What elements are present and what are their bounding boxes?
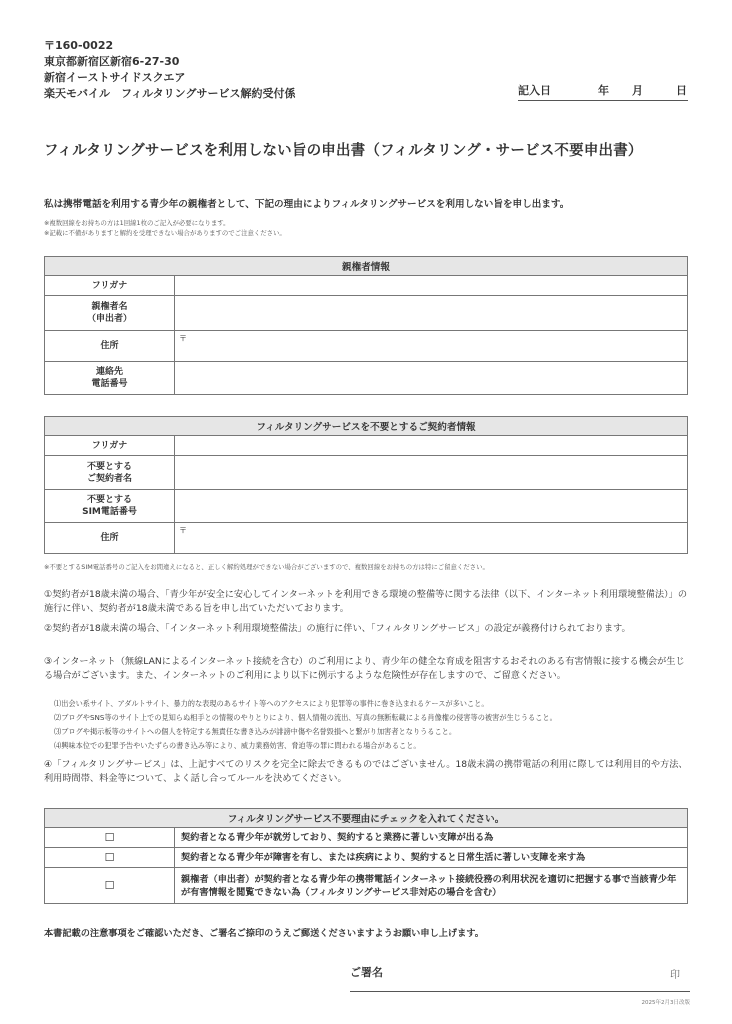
- mailing-address: [44, 38, 295, 102]
- paragraph-2: ②契約者が18歳未満の場合、「インターネット利用環境整備法」の施行に伴い、「フィルタリングサービス」の設定が義務付けられております。: [44, 623, 631, 634]
- guardian-name-label-line1: 親権者名: [91, 302, 128, 312]
- entry-date-label: 記入日: [518, 84, 551, 97]
- contractor-info-table: [44, 416, 688, 554]
- address-line-1: 東京都新宿区新宿6-27-30: [44, 55, 180, 68]
- seal-mark: 印: [670, 970, 680, 981]
- risk-item-3: ⑶ブログや掲示板等のサイトへの個人を特定する無責任な書き込みが誹謗中傷や名誉毀損へと繋がり加害者となりうること。: [54, 727, 457, 736]
- guardian-phone-field[interactable]: [175, 362, 688, 395]
- paragraph-4: ④「フィルタリングサービス」は、上記すべてのリスクを完全に除去できるものではございません。18歳未満の携帯電話の利用に際しては利用目的や方法、利用時間帯、料金等について、よく話し合ってルールを決めてください。: [44, 759, 688, 784]
- contractor-furigana-field[interactable]: [175, 436, 688, 456]
- guardian-furigana-label: フリガナ: [45, 276, 175, 296]
- reason-checkbox-3[interactable]: ☐: [45, 868, 175, 904]
- guardian-name-label-line2: （申出者）: [86, 314, 132, 324]
- closing-request: 本書記載の注意事項をご確認いただき、ご署名ご捺印のうえご郵送くださいますようお願い申し上げます。: [44, 928, 484, 939]
- contractor-furigana-label: フリガナ: [45, 436, 175, 456]
- guardian-name-label: [45, 296, 175, 331]
- risk-item-1: ⑴出会い系サイト、アダルトサイト、暴力的な表現のあるサイト等へのアクセスにより犯罪等の事件に巻き込まれるケースが多いこと。: [54, 699, 489, 708]
- contractor-info-heading: フィルタリングサービスを不要とするご契約者情報: [45, 417, 688, 436]
- guardian-name-field[interactable]: [175, 296, 688, 331]
- guardian-address-field[interactable]: [175, 331, 688, 362]
- guardian-furigana-field[interactable]: [175, 276, 688, 296]
- notes: [44, 218, 286, 238]
- contractor-name-label-line1: 不要とする: [86, 461, 132, 472]
- intro-statement: 私は携帯電話を利用する青少年の親権者として、下記の理由によりフィルタリングサービスを利用しない旨を申し出ます。: [44, 199, 570, 210]
- postal-mark: 〒: [179, 526, 187, 535]
- guardian-phone-label: [45, 362, 175, 395]
- postal-code: 〒160-0022: [44, 39, 114, 52]
- form-title: フィルタリングサービスを利用しない旨の申出書（フィルタリング・サービス不要申出書）: [44, 143, 643, 159]
- reason-checkbox-1[interactable]: ☐: [45, 828, 175, 848]
- postal-mark: 〒: [179, 334, 187, 343]
- entry-date-field[interactable]: [518, 82, 688, 101]
- signature-field[interactable]: [350, 964, 690, 992]
- risk-item-2: ⑵ブログやSNS等のサイト上での見知らぬ相手との情報のやりとりにより、個人情報の流出、写真の無断転載による肖像権の侵害等の被害が生じうること。: [54, 713, 557, 722]
- sim-number-label-line2: SIM電話番号: [82, 507, 137, 517]
- reason-checkbox-2[interactable]: ☐: [45, 848, 175, 868]
- address-line-2: 新宿イーストサイドスクエア: [44, 71, 186, 84]
- signature-label: ご署名: [350, 966, 383, 979]
- sim-number-field[interactable]: [175, 490, 688, 523]
- paragraph-1: ①契約者が18歳未満の場合、「青少年が安全に安心してインターネットを利用できる環境の整備等に関する法律（以下、インターネット利用環境整備法）」の施行に伴い、契約者が18歳未満である旨を申し出ていただいております。: [44, 589, 688, 614]
- contractor-name-label: [45, 456, 175, 490]
- note-2: ※記載に不備がありますと解約を受理できない場合がありますのでご注意ください。: [44, 229, 286, 237]
- address-line-3: 楽天モバイル フィルタリングサービス解約受付係: [44, 87, 296, 100]
- guardian-info-heading: 親権者情報: [45, 257, 688, 276]
- guardian-info-table: [44, 256, 688, 395]
- contractor-address-label: 住所: [45, 523, 175, 554]
- day-label: 日: [676, 84, 687, 97]
- guardian-address-label: 住所: [45, 331, 175, 362]
- sim-note: ※不要とするSIM電話番号のご記入をお間違えになると、正しく解約処理ができない場合がございますので、複数回線をお持ちの方は特にご留意ください。: [44, 563, 489, 571]
- sim-number-label: [45, 490, 175, 523]
- contractor-name-field[interactable]: [175, 456, 688, 490]
- reason-checklist: [44, 808, 688, 904]
- risk-item-4: ⑷興味本位での犯罪予告やいたずらの書き込み等により、威力業務妨害、脅迫等の罪に問われる場合があること。: [54, 741, 421, 750]
- checklist-heading: フィルタリングサービス不要理由にチェックを入れてください。: [45, 809, 688, 828]
- guardian-phone-label-line1: 連絡先: [95, 367, 123, 377]
- note-1: ※複数回線をお持ちの方は1回線1枚のご記入が必要になります。: [44, 219, 230, 227]
- month-label: 月: [632, 84, 643, 97]
- reason-text-3: 親権者（申出者）が契約者となる青少年の携帯電話インターネット接続役務の利用状況を適切に把握する事で当該青少年が有害情報を閲覧できない為（フィルタリングサービス非対応の場合を含む）: [175, 868, 688, 904]
- sim-number-label-line1: 不要とする: [86, 495, 132, 505]
- contractor-address-field[interactable]: [175, 523, 688, 554]
- reason-text-1: 契約者となる青少年が就労しており、契約すると業務に著しい支障が出る為: [175, 828, 688, 848]
- paragraph-3: ③インターネット（無線LANによるインターネット接続を含む）のご利用により、青少年の健全な育成を阻害するおそれのある有害情報に接する機会が生じる場合がございます。また、インターネットのご利用により以下に例示するような危険性が存在しますので、ご留意ください。: [44, 656, 685, 681]
- reason-text-2: 契約者となる青少年が障害を有し、または疾病により、契約すると日常生活に著しい支障を来す為: [175, 848, 688, 868]
- contractor-name-label-line2: ご契約者名: [86, 473, 132, 484]
- year-label: 年: [598, 84, 609, 97]
- guardian-phone-label-line2: 電話番号: [91, 379, 128, 389]
- revision-date: 2025年2月3日改版: [641, 1000, 690, 1006]
